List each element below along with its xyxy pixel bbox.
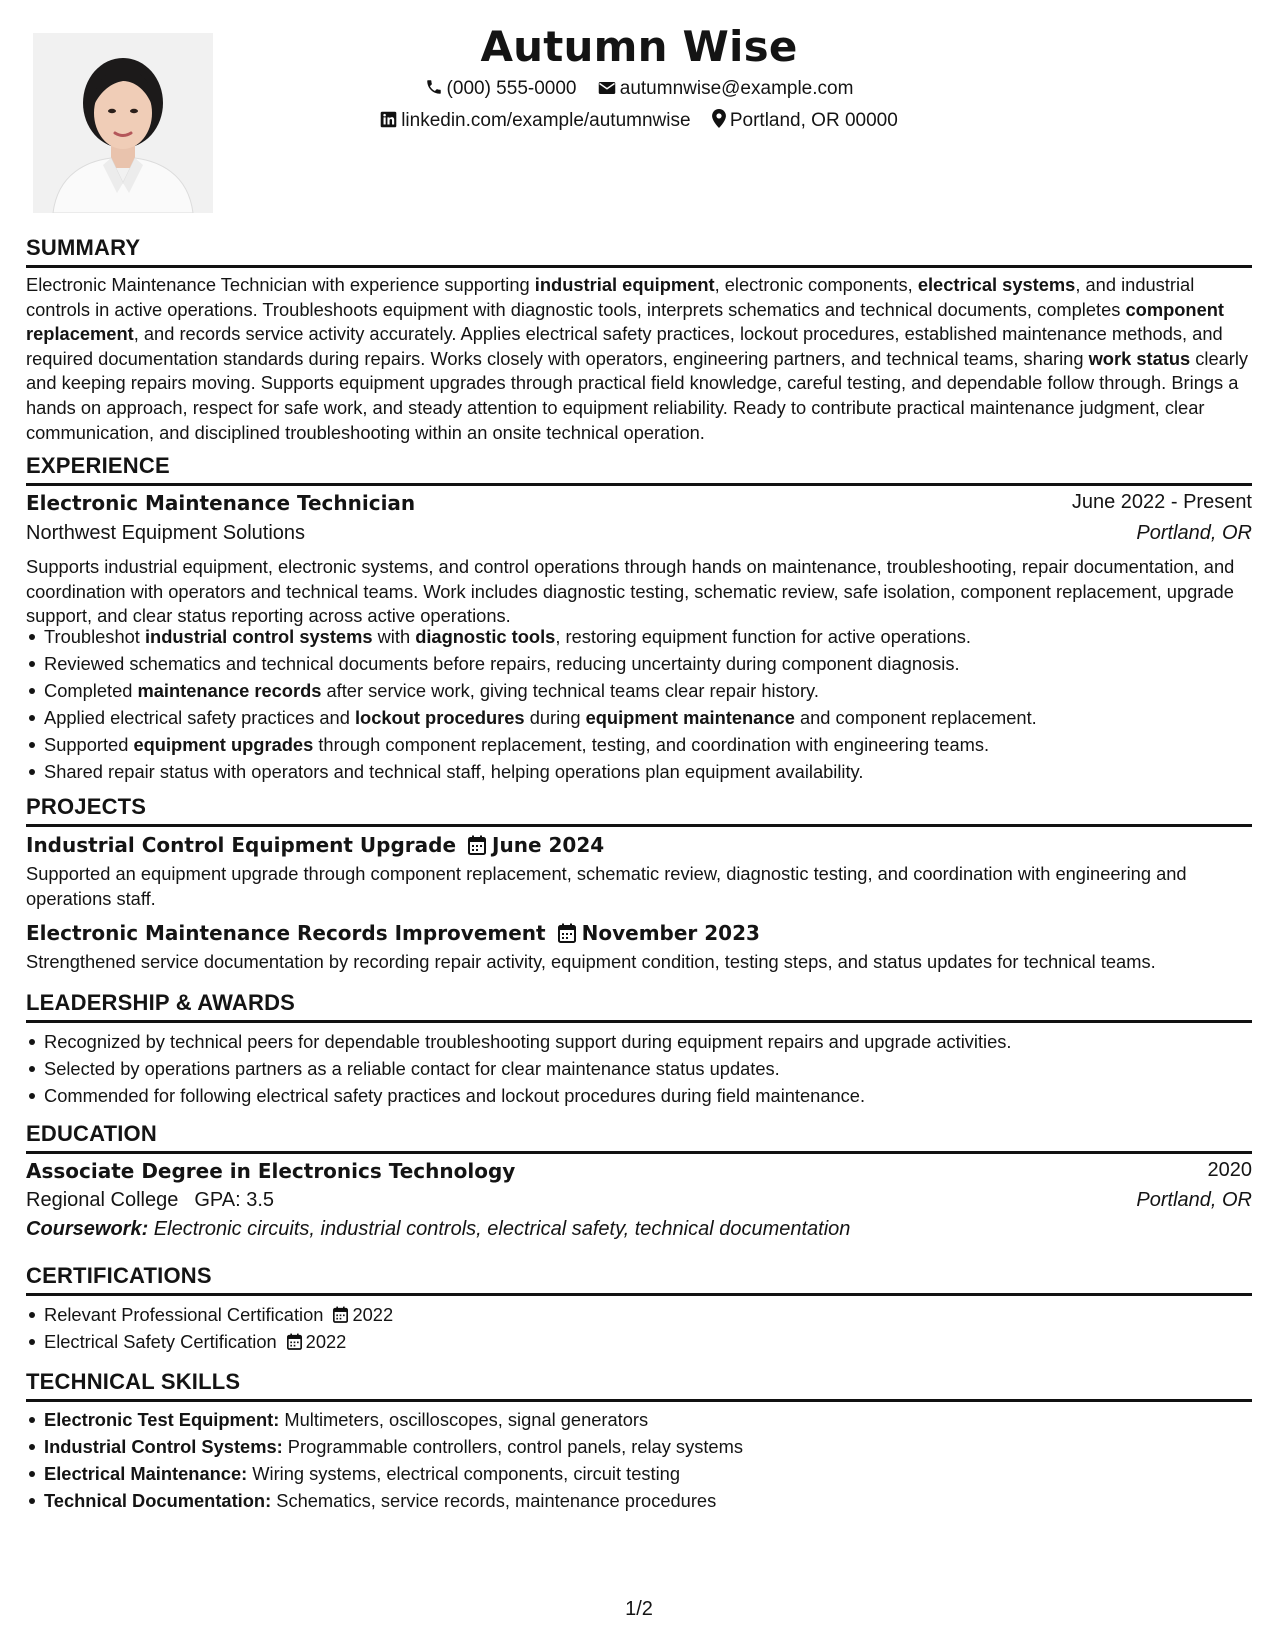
skill-value: Multimeters, oscilloscopes, signal generators — [279, 1409, 649, 1430]
project-name: Industrial Control Equipment Upgrade — [26, 833, 457, 857]
phone-contact[interactable] — [425, 78, 577, 100]
calendar-icon — [287, 1333, 302, 1350]
list-item — [44, 1460, 1252, 1487]
linkedin-text: linkedin.com/example/autumnwise — [401, 110, 691, 131]
coursework-row — [26, 1218, 1252, 1241]
page-number: 1/2 — [625, 1598, 653, 1620]
summary-text: Electronic Maintenance Technician with experience supporting industrial equipment, electronic components, electrical systems, and industrial controls in active operations. Troubleshoots equipment with diagnostic tools, interprets schematics and technical documents, completes component replacement, and records service activity accurately. Applies electrical safety practices, lockout procedures, established maintenance methods, and required documentation standards during repairs. Works closely with operators, engineering partners, and technical teams, sharing work status clearly and keeping repairs moving. Supports equipment upgrades through practical field knowledge, careful testing, and dependable follow through. Brings a hands on approach, respect for safe work, and steady attention to equipment reliability. Ready to contribute practical maintenance judgment, clear communication, and disciplined troubleshooting within an onsite technical operation. — [26, 274, 1249, 443]
skill-value: Programmable controllers, control panels, relay systems — [282, 1436, 743, 1457]
calendar-icon — [558, 923, 576, 943]
list-item: Commended for following electrical safety practices and lockout procedures during field maintenance. — [44, 1082, 1252, 1109]
contact-line-1 — [26, 78, 1252, 100]
list-item — [44, 1328, 1252, 1355]
education-heading: EDUCATION — [26, 1121, 1252, 1154]
project-title-row — [26, 921, 760, 946]
list-item: Reviewed schematics and technical documents before repairs, reducing uncertainty during component diagnosis. — [44, 650, 1252, 677]
certification-year: 2022 — [305, 1331, 347, 1352]
location-text: Portland, OR 00000 — [729, 110, 898, 131]
phone-icon — [425, 78, 443, 96]
certification-name: Electrical Safety Certification — [44, 1331, 277, 1352]
degree-name: Associate Degree in Electronics Technology — [26, 1159, 516, 1183]
degree-year: 2020 — [1207, 1159, 1252, 1181]
certification-year: 2022 — [352, 1304, 394, 1325]
degree-row — [26, 1159, 1252, 1184]
calendar-icon — [468, 835, 486, 855]
contact-line-2 — [26, 109, 1252, 132]
skills-heading: TECHNICAL SKILLS — [26, 1369, 1252, 1402]
certifications-heading: CERTIFICATIONS — [26, 1263, 1252, 1296]
school-row — [26, 1189, 1252, 1212]
calendar-icon — [333, 1306, 348, 1323]
list-item: Applied electrical safety practices and lockout procedures during equipment maintenance and component replacement. — [44, 704, 1252, 731]
job-description: Supports industrial equipment, electronic systems, and control operations through hands on maintenance, troubleshooting, repair documentation, and coordination with operators and technical teams. Work includes diagnostic testing, schematic review, safe isolation, component replacement, upgrade support, and clear status reporting across active operations. — [26, 556, 1235, 627]
envelope-icon — [598, 80, 616, 96]
skills-list — [26, 1406, 1252, 1514]
job-company-row — [26, 522, 1252, 545]
email-contact[interactable] — [598, 78, 854, 100]
coursework-text: Electronic circuits, industrial controls, electrical safety, technical documentation — [148, 1218, 851, 1240]
list-item: Completed maintenance records after service work, giving technical teams clear repair history. — [44, 677, 1252, 704]
candidate-name: Autumn Wise — [480, 22, 798, 71]
project-description: Strengthened service documentation by recording repair activity, equipment condition, testing steps, and status updates for technical teams. — [26, 951, 1156, 972]
coursework-label: Coursework: — [26, 1218, 149, 1240]
certification-name: Relevant Professional Certification — [44, 1304, 324, 1325]
location-contact — [712, 109, 898, 132]
skill-label: Electronic Test Equipment: — [44, 1409, 280, 1430]
skill-value: Schematics, service records, maintenance procedures — [271, 1490, 717, 1511]
skill-label: Industrial Control Systems: — [44, 1436, 283, 1457]
list-item: Recognized by technical peers for dependable troubleshooting support during equipment repairs and upgrade activities. — [44, 1028, 1252, 1055]
projects-heading: PROJECTS — [26, 794, 1252, 827]
job-header — [26, 491, 1252, 516]
list-item: Troubleshot industrial control systems with diagnostic tools, restoring equipment function for active operations. — [44, 623, 1252, 650]
leadership-bullets — [26, 1028, 1252, 1109]
job-dates: June 2022 - Present — [1071, 491, 1252, 513]
skill-label: Technical Documentation: — [44, 1490, 272, 1511]
experience-heading: EXPERIENCE — [26, 453, 1252, 486]
project-title-row — [26, 833, 604, 858]
project-date: November 2023 — [581, 921, 760, 945]
list-item: Supported equipment upgrades through component replacement, testing, and coordination with engineering teams. — [44, 731, 1252, 758]
job-bullets — [26, 623, 1252, 785]
project-name: Electronic Maintenance Records Improvement — [26, 921, 546, 945]
gpa: GPA: 3.5 — [194, 1189, 274, 1211]
skill-value: Wiring systems, electrical components, circuit testing — [247, 1463, 680, 1484]
email-text: autumnwise@example.com — [619, 78, 854, 99]
linkedin-icon — [380, 111, 397, 128]
project-description: Supported an equipment upgrade through component replacement, schematic review, diagnostic testing, and coordination with engineering and operations staff. — [26, 863, 1187, 909]
phone-text: (000) 555-0000 — [446, 78, 577, 99]
linkedin-contact[interactable] — [380, 110, 690, 132]
job-title: Electronic Maintenance Technician — [26, 491, 416, 515]
leadership-heading: LEADERSHIP & AWARDS — [26, 990, 1252, 1023]
list-item — [44, 1433, 1252, 1460]
school-name: Regional College — [26, 1189, 179, 1211]
company-name: Northwest Equipment Solutions — [26, 522, 306, 544]
list-item: Selected by operations partners as a reliable contact for clear maintenance status updates. — [44, 1055, 1252, 1082]
list-item — [44, 1487, 1252, 1514]
project-date: June 2024 — [492, 833, 605, 857]
job-location: Portland, OR — [1136, 522, 1252, 544]
certifications-list — [26, 1301, 1252, 1355]
school-location: Portland, OR — [1136, 1189, 1252, 1211]
summary-heading: SUMMARY — [26, 235, 1252, 268]
skill-label: Electrical Maintenance: — [44, 1463, 248, 1484]
list-item — [44, 1406, 1252, 1433]
list-item: Shared repair status with operators and technical staff, helping operations plan equipment availability. — [44, 758, 1252, 785]
map-pin-icon — [712, 109, 726, 128]
list-item — [44, 1301, 1252, 1328]
